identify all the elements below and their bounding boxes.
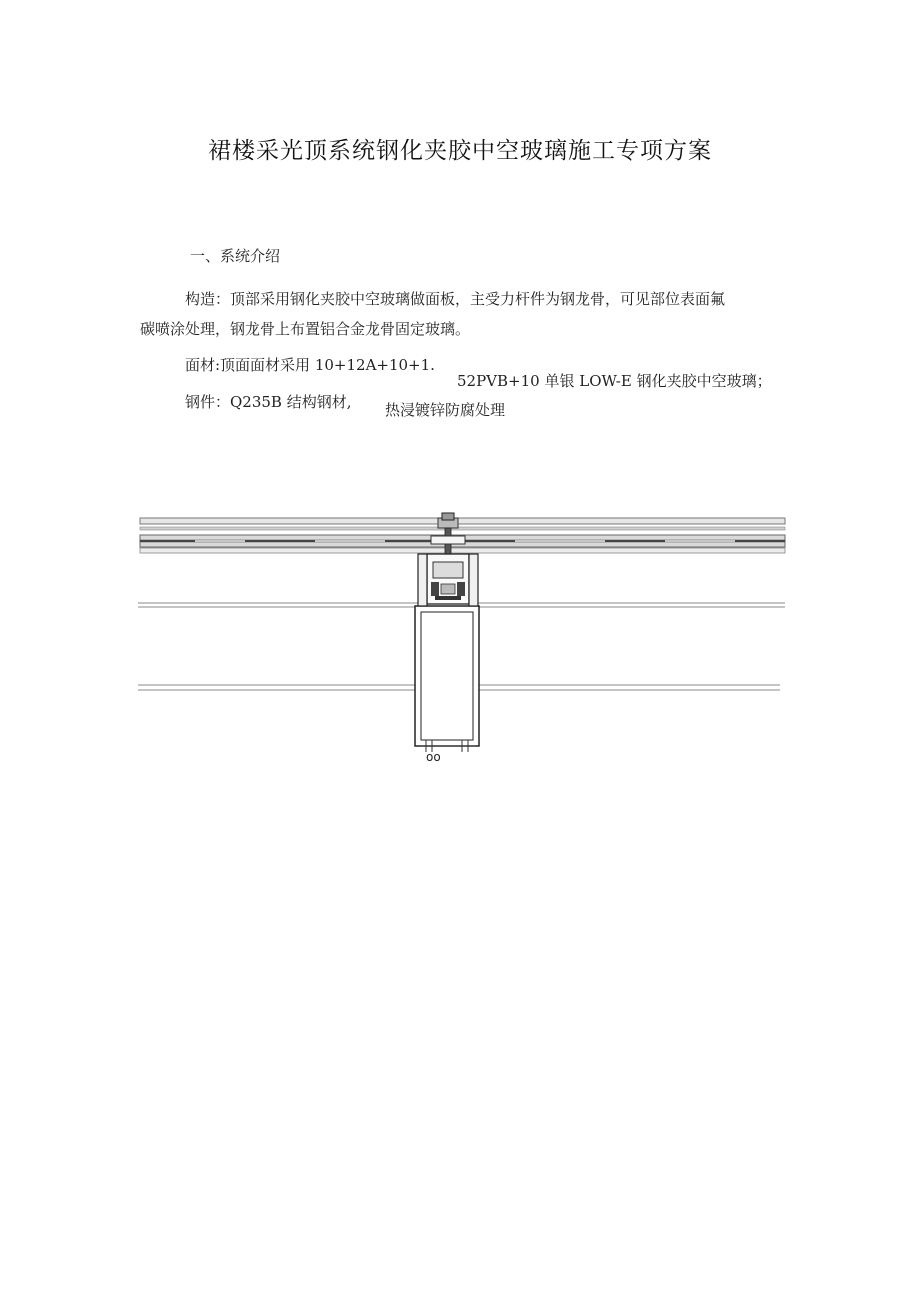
construction-paragraph-line2: 碳喷涂处理，钢龙骨上布置铝合金龙骨固定玻璃。 [140,320,471,338]
material-text-part2: 52PVB+10 单银 LOW-E 钢化夹胶中空玻璃； [457,372,772,390]
material-text-part1: 面材:顶面面材采用 10+12A+10+1. [185,356,435,374]
aluminum-keel [427,554,469,604]
skylight-section-drawing [135,510,795,770]
page-title: 裙楼采光顶系统钢化夹胶中空玻璃施工专项方案 [208,138,712,164]
drawing-annotation: oo [426,750,441,764]
section-heading: 一、系统介绍 [190,247,281,265]
steel-text-part2: 热浸镀锌防腐处理 [385,401,506,419]
steel-text-part1: 钢件：Q235B 结构钢材, [185,393,352,411]
construction-paragraph-line1: 构造：顶部采用钢化夹胶中空玻璃做面板，主受力杆件为钢龙骨，可见部位表面氟 [185,290,726,308]
